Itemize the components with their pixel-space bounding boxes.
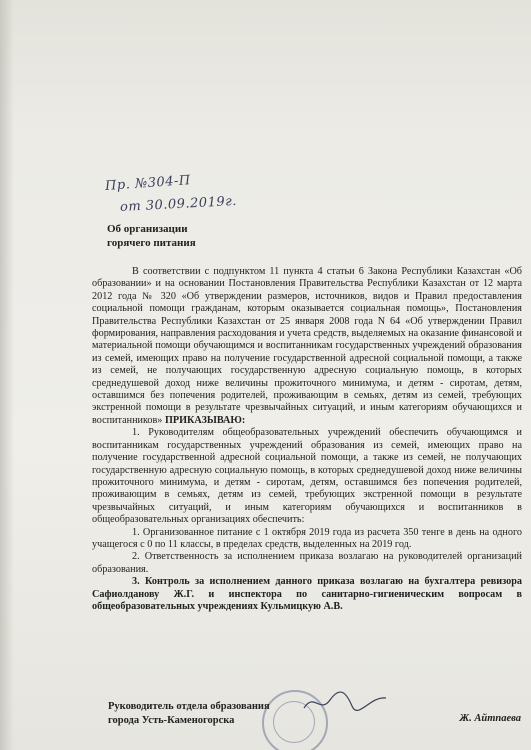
title-line-2: горячего питания [107, 237, 196, 249]
handwritten-order-date: от 30.09.2019г. [119, 193, 238, 216]
preamble-text: В соответствии с подпунктом 11 пункта 4 статьи 6 Закона Республики Казахстан «Об образовании» и на основании Постановления Правительства Республики Казахстан от 12 марта 2012 года № 320 «Об утверждении размеров, источников, видов и Правил предоставления социальной помощи гражданам, которым оказывается социальная помощь», Постановления Правительства Республики Казахстан от 25 января 2008 года N 64 «Об утверждении Правил формирования, направления расходования и учета средств, выделяемых на оказание финансовой и материальной помощи обучающимся и воспитанникам государственных учреждений образования из семей, имеющих право на получение государственной адресной социальной помощи, а также из семей, не получающих государственную адресную социальную помощь, в которых среднедушевой доход ниже величины прожиточного минимума, и детям - сиротам, детям, оставшимся без попечения родителей, проживающим в семьях, детям из семей, требующих экстренной помощи в результате чрезвычайных ситуаций, и иным категориям обучающихся и воспитанников» [92, 266, 522, 426]
signatory-position [108, 700, 270, 728]
signature [300, 688, 390, 716]
handwritten-order-number: Пр. №304-П [104, 173, 192, 194]
preamble-paragraph [92, 266, 522, 427]
scan-shadow [0, 0, 14, 750]
signatory-name: Ж. Айтпаева [459, 713, 521, 724]
order-subitem-1: 1. Организованное питание с 1 октября 2019 года из расчета 350 тенге в день на одного учащегося с 0 по 11 классы, в пределах средств, выделенных на 2019 год. [92, 526, 522, 550]
signatory-line-2: города Усть-Каменогорска [108, 715, 235, 726]
order-subitem-2: 2. Ответственность за исполнением приказа возлагаю на руководителей организаций образования. [92, 551, 522, 575]
document-body [92, 266, 522, 613]
order-word: ПРИКАЗЫВАЮ: [164, 414, 246, 426]
document-title [107, 222, 196, 250]
signatory-line-1: Руководитель отдела образования [108, 701, 270, 712]
order-item-1: 1. Руководителям общеобразовательных учреждений обеспечить обучающимся и воспитанникам государственных учреждений образования из семей, имеющих право на получение государственной адресной социальной помощи, а также из семей, не получающих государственную адресную социальную помощь, в которых среднедушевой доход ниже величины прожиточного минимума, и детям - сиротам, детям, оставшимся без попечения родителей, проживающим в семьях, детям из семей, требующих экстренной помощи в результате чрезвычайных ситуаций, и иным категориям обучающихся и воспитанников в общеобразовательных организациях обеспечить: [92, 427, 522, 526]
title-line-1: Об организации [107, 223, 188, 235]
order-subitem-3: 3. Контроль за исполнением данного приказа возлагаю на бухгалтера ревизора Сафиолданову Ж.Г. и инспектора по санитарно-гигиеническим вопросам в общеобразовательных учреждениях Кульмицкую А.В. [92, 576, 522, 612]
